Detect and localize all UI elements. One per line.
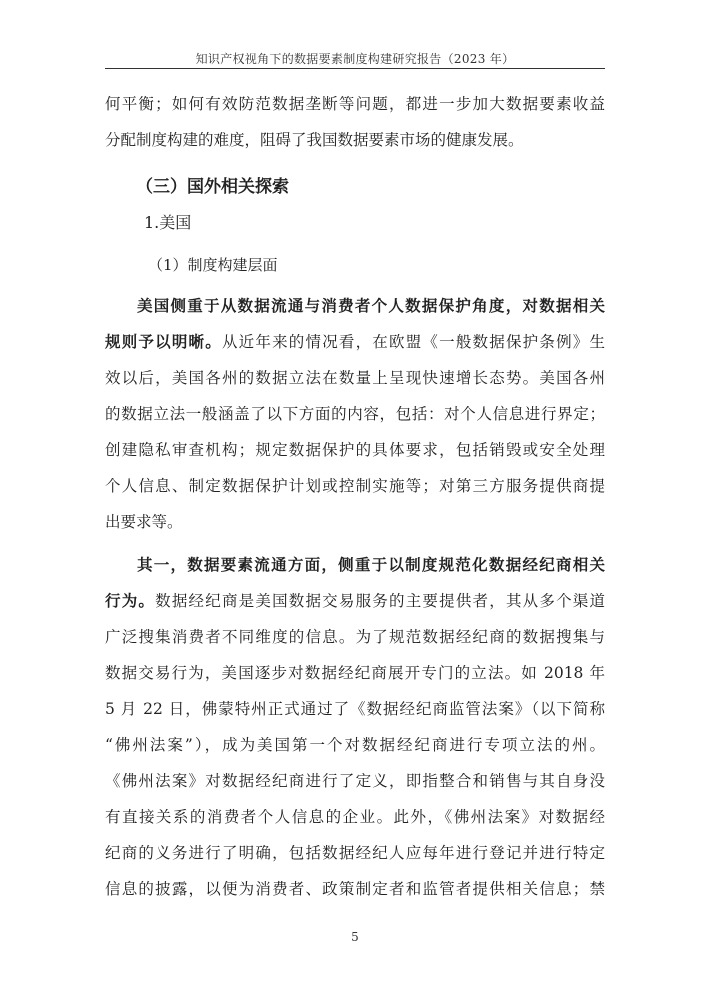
- body-line: [105, 324, 605, 360]
- body-line: 有直接关系的消费者个人信息的企业。此外，《佛州法案》对数据经: [105, 808, 605, 826]
- body-line: 个人信息、制定数据保护计划或控制实施等；对第三方服务提供商提: [105, 477, 605, 495]
- inline-bold-text: 规则予以明晰。: [105, 332, 222, 351]
- body-line: 创建隐私审查机构；规定数据保护的具体要求，包括销毁或安全处理: [105, 441, 605, 459]
- body-line: [105, 583, 605, 619]
- body-line: “佛州法案”），成为美国第一个对数据经纪商进行专项立法的州。: [105, 736, 605, 754]
- body-line: 数据交易行为，美国逐步对数据经纪商展开专门的立法。如 2018 年: [105, 664, 605, 682]
- body-line: 分配制度构建的难度，阻碍了我国数据要素市场的健康发展。: [105, 131, 524, 149]
- inline-bold-text: 行为。: [105, 591, 156, 610]
- body-line: 的数据立法一般涵盖了以下方面的内容，包括：对个人信息进行界定；: [105, 405, 605, 423]
- body-line: 何平衡；如何有效防范数据垄断等问题，都进一步加大数据要素收益: [105, 95, 605, 113]
- page-number: 5: [351, 930, 359, 944]
- page-header: 知识产权视角下的数据要素制度构建研究报告（2023 年）: [195, 52, 515, 66]
- body-line-bold: 其一，数据要素流通方面，侧重于以制度规范化数据经纪商相关: [137, 555, 605, 574]
- inline-text: 从近年来的情况看，在欧盟《一般数据保护条例》生: [221, 333, 605, 351]
- body-line: 出要求等。: [105, 513, 183, 531]
- body-line: 广泛搜集消费者不同维度的信息。为了规范数据经纪商的数据搜集与: [105, 628, 605, 646]
- section-heading: （三）国外相关探索: [136, 177, 289, 197]
- body-line: 5 月 22 日，佛蒙特州正式通过了《数据经纪商监管法案》（以下简称: [105, 700, 605, 718]
- sub-subsection-heading: （1）制度构建层面: [148, 256, 278, 274]
- subsection-heading: 1.美国: [144, 213, 192, 232]
- body-line: 效以后，美国各州的数据立法在数量上呈现快速增长态势。美国各州: [105, 369, 605, 387]
- body-line: 信息的披露，以便为消费者、政策制定者和监管者提供相关信息；禁: [105, 880, 605, 898]
- inline-text: 数据经纪商是美国数据交易服务的主要提供者，其从多个渠道: [155, 592, 605, 610]
- body-line: 纪商的义务进行了明确，包括数据经纪人应每年进行登记并进行特定: [105, 844, 605, 862]
- body-line: 《佛州法案》对数据经纪商进行了定义，即指整合和销售与其自身没: [105, 772, 605, 790]
- body-line-bold: 美国侧重于从数据流通与消费者个人数据保护角度，对数据相关: [137, 296, 605, 315]
- header-rule: [105, 68, 605, 69]
